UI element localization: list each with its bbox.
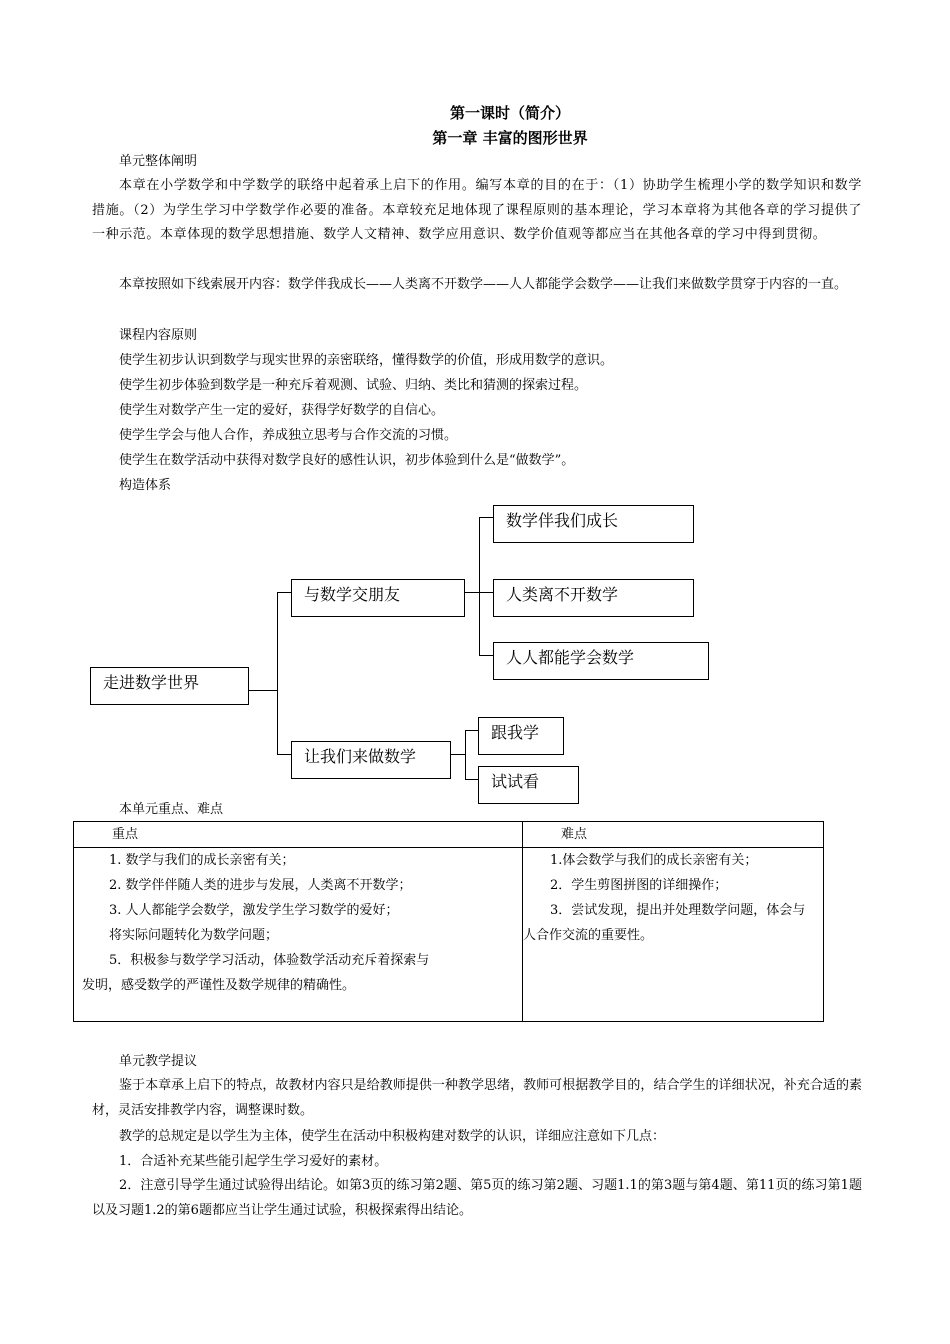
difficulty-line: 人合作交流的重要性。 (523, 928, 654, 943)
keypoints-cell (74, 848, 523, 1022)
tree-leaf-box: 试试看 (478, 766, 579, 804)
teaching-item: 2．注意引导学生通过试验得出结论。如第3页的练习第2题、第5页的练习第2题、习题1.1的第3题与第4题、第11页的练习第1题以及习题1.2的第6题都应当让学生通过试验，积极探索得出结论。 (92, 1178, 862, 1218)
tree-leaf-box: 人人都能学会数学 (493, 642, 709, 680)
tree-connector (465, 592, 479, 593)
keypoints-table (73, 821, 824, 1022)
tree-connector (465, 730, 478, 731)
tree-connector (249, 690, 277, 691)
section-heading-principles: 课程内容原则 (119, 328, 198, 343)
section-heading-structure: 构造体系 (119, 478, 172, 493)
section-heading-overview: 单元整体阐明 (119, 154, 198, 169)
lesson-title: 第一课时（简介） (449, 104, 570, 122)
keypoint-line: 2. 数学伴伴随人类的进步与发展，人类离不开数学； (109, 878, 412, 893)
tree-connector (465, 779, 478, 780)
tree-branch-box: 让我们来做数学 (291, 741, 451, 779)
section-heading-keypoints: 本单元重点、难点 (119, 802, 224, 817)
tree-connector (451, 754, 465, 755)
tree-branch-box: 与数学交朋友 (291, 579, 465, 617)
tree-connector (277, 592, 291, 593)
difficulty-line: 3．尝试发现，提出并处理数学问题，体会与 (550, 903, 806, 918)
tree-leaf-box: 人类离不开数学 (493, 579, 694, 617)
table-header-keypoints: 重点 (74, 822, 523, 848)
tree-leaf-box: 跟我学 (478, 717, 564, 755)
table-header-difficulties: 难点 (523, 822, 824, 848)
tree-leaf-box: 数学伴我们成长 (493, 505, 694, 543)
overview-paragraph: 本章在小学数学和中学数学的联络中起着承上启下的作用。编写本章的目的在于：（1）协助学生梳理小学的数学知识和数学措施。（2）为学生学习中学数学作必要的准备。本章较充足地体现了课程原则的基本理论，学习本章将为其他各章的学习提供了一种示范。本章体现的数学思想措施、数学人文精神、数学应用意识、数学价值观等都应当在其他各章的学习中得到贯彻。 (92, 178, 862, 242)
chapter-title: 第一章 丰富的图形世界 (432, 129, 588, 147)
keypoint-line: 5．积极参与数学学习活动，体验数学活动充斥着探索与 (109, 953, 430, 968)
difficulty-line: 1.体会数学与我们的成长亲密有关； (550, 853, 758, 868)
tree-connector (465, 730, 466, 780)
difficulties-cell (523, 848, 824, 1022)
principle-item: 使学生学会与他人合作，养成独立思考与合作交流的习惯。 (119, 428, 458, 443)
tree-connector (277, 754, 291, 755)
tree-connector (479, 517, 480, 656)
tree-root-box: 走进数学世界 (90, 667, 249, 705)
overview-paragraph-2: 本章按照如下线索展开内容：数学伴我成长——人类离不开数学——人人都能学会数学——让我们来做数学贯穿于内容的一直。 (119, 277, 848, 292)
principle-item: 使学生对数学产生一定的爱好，获得学好数学的自信心。 (119, 403, 445, 418)
principle-item: 使学生在数学活动中获得对数学良好的感性认识，初步体验到什么是“做数学”。 (119, 453, 575, 468)
tree-connector (479, 655, 493, 656)
keypoint-line: 3. 人人都能学会数学，激发学生学习数学的爱好； (109, 903, 399, 918)
teaching-paragraph-2: 教学的总规定是以学生为主体，使学生在活动中积极构建对数学的认识，详细应注意如下几点： (119, 1129, 666, 1144)
keypoint-line: 1. 数学与我们的成长亲密有关； (109, 853, 295, 868)
difficulty-line: 2．学生剪图拼图的详细操作； (550, 878, 728, 893)
keypoint-line: 将实际问题转化为数学问题； (109, 928, 279, 943)
tree-connector (479, 517, 493, 518)
principle-item: 使学生初步认识到数学与现实世界的亲密联络，懂得数学的价值，形成用数学的意识。 (119, 353, 614, 368)
keypoint-line: 发明，感受数学的严谨性及数学规律的精确性。 (82, 978, 356, 993)
section-heading-teaching: 单元教学提议 (119, 1054, 198, 1069)
tree-connector (277, 592, 278, 755)
tree-connector (479, 592, 493, 593)
teaching-paragraph: 鉴于本章承上启下的特点，故教材内容只是给教师提供一种教学思绪，教师可根据教学目的，结合学生的详细状况，补充合适的素材，灵活安排教学内容，调整课时数。 (92, 1078, 862, 1118)
teaching-item: 1．合适补充某些能引起学生学习爱好的素材。 (119, 1154, 388, 1169)
principle-item: 使学生初步体验到数学是一种充斥着观测、试验、归纳、类比和猜测的探索过程。 (119, 378, 588, 393)
